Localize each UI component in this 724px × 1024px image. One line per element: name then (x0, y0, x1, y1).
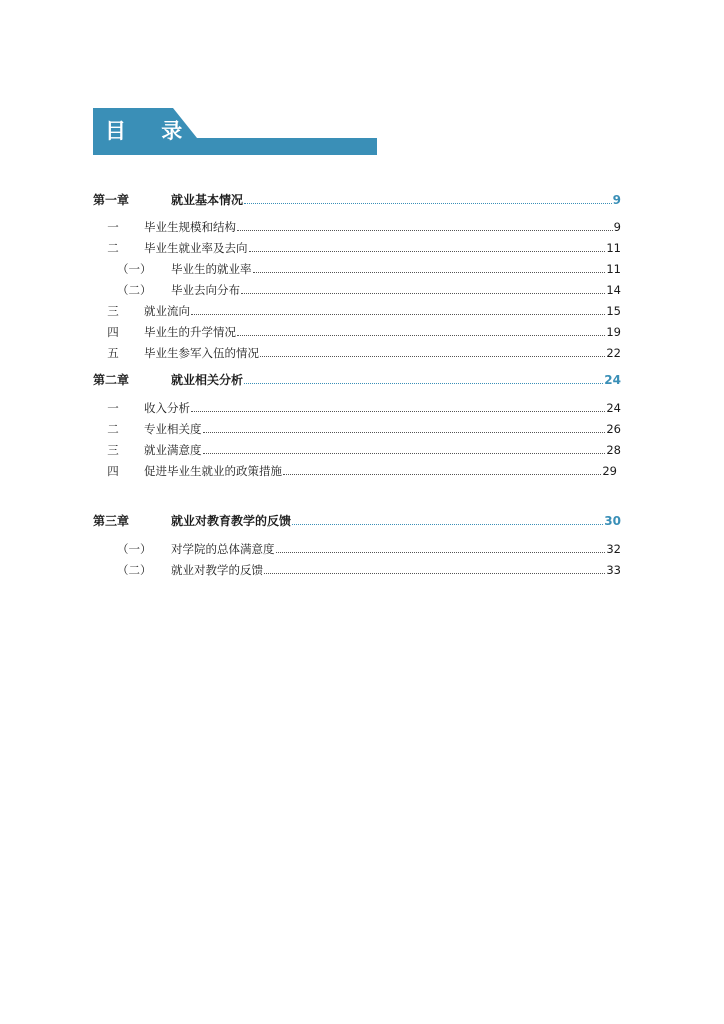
entry-title: 收入分析 (144, 401, 190, 415)
dot-leader (260, 356, 605, 357)
dot-leader (264, 573, 605, 574)
entry-number: 四 (107, 325, 119, 339)
dot-leader (241, 293, 605, 294)
toc-entry-1-2-2[interactable] (93, 282, 621, 298)
entry-number: 一 (107, 220, 119, 234)
dot-leader (249, 251, 606, 252)
toc-entry-2-2[interactable] (93, 421, 621, 437)
dot-leader (253, 272, 606, 273)
dot-leader (191, 411, 605, 412)
page-number: 14 (606, 283, 621, 297)
entry-title: 就业对教学的反馈 (171, 563, 263, 577)
page-number: 19 (606, 325, 621, 339)
dot-leader (203, 432, 606, 433)
toc-title: 目 录 (105, 119, 197, 143)
chapter-title: 就业基本情况 (171, 193, 244, 207)
page-number: 30 (604, 514, 621, 528)
chapter-number: 第一章 (93, 193, 130, 207)
page-number: 24 (606, 401, 621, 415)
entry-number: （一） (117, 542, 152, 556)
entry-number: 一 (107, 401, 119, 415)
dot-leader (191, 314, 605, 315)
page-number: 11 (606, 241, 621, 255)
dot-leader (276, 552, 606, 553)
page-number: 11 (606, 262, 621, 276)
entry-title: 毕业生的就业率 (171, 262, 252, 276)
toc-entry-2-1[interactable] (93, 400, 621, 416)
dot-leader (292, 524, 603, 525)
page-number: 33 (606, 563, 621, 577)
toc-entry-2-4[interactable] (93, 463, 617, 479)
entry-number: 三 (107, 304, 119, 318)
dot-leader (237, 335, 605, 336)
toc-chapter-2[interactable] (93, 372, 621, 388)
entry-number: 二 (107, 422, 119, 436)
chapter-number: 第二章 (93, 373, 130, 387)
toc-entry-1-1[interactable] (93, 219, 621, 235)
dot-leader (244, 203, 612, 204)
page-number: 24 (604, 373, 621, 387)
entry-number: 三 (107, 443, 119, 457)
chapter-number: 第三章 (93, 514, 130, 528)
entry-title: 毕业生就业率及去向 (144, 241, 248, 255)
entry-number: （二） (117, 563, 152, 577)
entry-title: 就业流向 (144, 304, 190, 318)
entry-number: （一） (117, 262, 152, 276)
chapter-title: 就业相关分析 (171, 373, 244, 387)
toc-entry-1-5[interactable] (93, 345, 621, 361)
toc-entry-3-1[interactable] (93, 541, 621, 557)
dot-leader (237, 230, 613, 231)
entry-number: 五 (107, 346, 119, 360)
page-number: 15 (606, 304, 621, 318)
entry-number: 二 (107, 241, 119, 255)
entry-title: 就业满意度 (144, 443, 202, 457)
entry-title: 毕业生参军入伍的情况 (144, 346, 259, 360)
page-number: 22 (606, 346, 621, 360)
toc-chapter-3[interactable] (93, 513, 621, 529)
entry-number: 四 (107, 464, 119, 478)
page-number: 9 (612, 193, 621, 207)
entry-title: 对学院的总体满意度 (171, 542, 275, 556)
page-number: 9 (613, 220, 621, 234)
toc-entry-1-3[interactable] (93, 303, 621, 319)
toc-entry-3-2[interactable] (93, 562, 621, 578)
toc-entry-1-2-1[interactable] (93, 261, 621, 277)
toc-header-banner (93, 108, 377, 155)
dot-leader (244, 383, 603, 384)
toc-chapter-1[interactable] (93, 192, 621, 208)
dot-leader (283, 474, 601, 475)
page-number: 32 (606, 542, 621, 556)
chapter-title: 就业对教育教学的反馈 (171, 514, 292, 528)
toc-entry-1-4[interactable] (93, 324, 621, 340)
entry-title: 专业相关度 (144, 422, 202, 436)
toc-entry-2-3[interactable] (93, 442, 621, 458)
entry-title: 毕业去向分布 (171, 283, 240, 297)
dot-leader (203, 453, 606, 454)
entry-title: 毕业生规模和结构 (144, 220, 236, 234)
toc-entry-1-2[interactable] (93, 240, 621, 256)
page-number: 28 (606, 443, 621, 457)
entry-title: 毕业生的升学情况 (144, 325, 236, 339)
entry-number: （二） (117, 283, 152, 297)
entry-title: 促进毕业生就业的政策措施 (144, 464, 282, 478)
page-number: 29 (602, 464, 617, 478)
page-number: 26 (606, 422, 621, 436)
